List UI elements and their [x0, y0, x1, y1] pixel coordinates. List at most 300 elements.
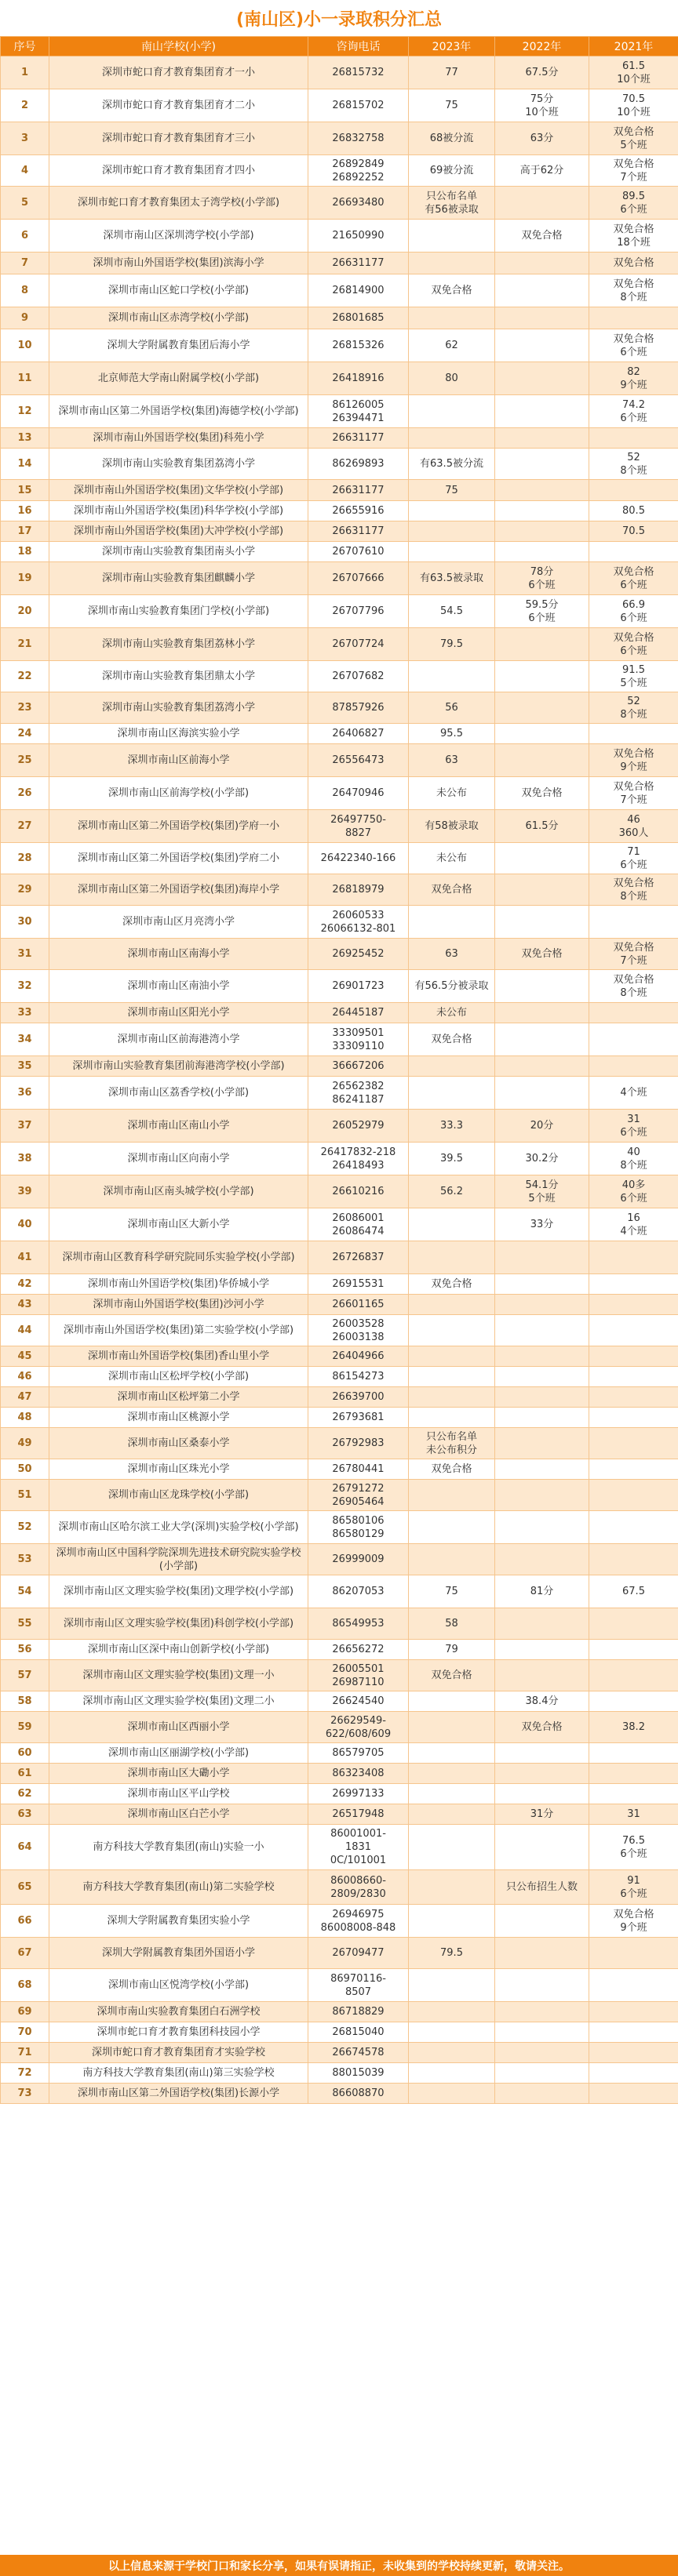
school-name: 深圳市南山外国语学校(集团)滨海小学 [49, 253, 308, 274]
table-row[interactable] [1, 1608, 678, 1640]
row-number: 52 [1, 1511, 49, 1544]
table-row[interactable] [1, 1459, 678, 1480]
score-2022 [495, 1825, 589, 1870]
row-number: 7 [1, 253, 49, 274]
score-2021 [589, 724, 678, 744]
score-2023 [409, 1743, 495, 1764]
score-2021 [589, 1367, 678, 1387]
score-2023 [409, 1712, 495, 1743]
row-number: 42 [1, 1274, 49, 1295]
score-2022 [495, 1077, 589, 1110]
score-2021 [589, 1511, 678, 1544]
table-row[interactable] [1, 1905, 678, 1938]
phone-number: 26422340-166 [308, 843, 409, 874]
table-row[interactable] [1, 1003, 678, 1023]
score-2023: 未公布 [409, 1003, 495, 1023]
score-2021: 双免合格 7个班 [589, 939, 678, 970]
table-row[interactable] [1, 2002, 678, 2022]
table-row[interactable] [1, 1315, 678, 1346]
table-row[interactable] [1, 307, 678, 329]
table-row[interactable] [1, 874, 678, 906]
phone-number: 26601165 [308, 1295, 409, 1315]
table-row[interactable] [1, 449, 678, 480]
score-2023 [409, 1784, 495, 1804]
score-2023 [409, 1208, 495, 1241]
table-row[interactable] [1, 1110, 678, 1143]
score-2022 [495, 2002, 589, 2022]
school-name: 深圳市南山区阳光小学 [49, 1003, 308, 1023]
score-2021 [589, 1428, 678, 1459]
table-row[interactable] [1, 1660, 678, 1691]
score-2022 [495, 428, 589, 449]
table-row[interactable] [1, 1143, 678, 1175]
phone-number: 26562382 86241187 [308, 1077, 409, 1110]
score-2021 [589, 1056, 678, 1077]
row-number: 66 [1, 1905, 49, 1938]
table-row[interactable] [1, 1346, 678, 1367]
phone-number: 26052979 [308, 1110, 409, 1143]
score-2023: 54.5 [409, 595, 495, 628]
row-number: 1 [1, 56, 49, 89]
score-2022 [495, 542, 589, 562]
school-name: 深圳市南山区第二外国语学校(集团)海岸小学 [49, 874, 308, 906]
score-2022: 双免合格 [495, 1712, 589, 1743]
phone-number: 26707682 [308, 661, 409, 692]
row-number: 29 [1, 874, 49, 906]
table-row[interactable] [1, 562, 678, 595]
phone-number: 86001001- 1831 0C/101001 [308, 1825, 409, 1870]
phone-number: 26406827 [308, 724, 409, 744]
score-2022 [495, 521, 589, 542]
score-2023: 79 [409, 1640, 495, 1660]
table-row[interactable] [1, 595, 678, 628]
phone-number: 26497750- 8827 [308, 810, 409, 843]
phone-number: 26832758 [308, 122, 409, 155]
score-2023 [409, 1905, 495, 1938]
phone-number: 26801685 [308, 307, 409, 329]
row-number: 6 [1, 220, 49, 253]
table-row[interactable] [1, 1208, 678, 1241]
score-2023 [409, 1367, 495, 1387]
table-row[interactable] [1, 1804, 678, 1825]
table-row[interactable] [1, 155, 678, 187]
school-name: 深圳市南山区南山小学 [49, 1110, 308, 1143]
table-row[interactable] [1, 187, 678, 220]
table-row[interactable] [1, 428, 678, 449]
col-header-no[interactable]: 序号 [1, 37, 49, 56]
score-2021 [589, 1660, 678, 1691]
table-row[interactable] [1, 122, 678, 155]
score-2023: 80 [409, 362, 495, 395]
phone-number: 26707724 [308, 628, 409, 661]
table-row[interactable] [1, 1367, 678, 1387]
row-number: 65 [1, 1870, 49, 1905]
table-row[interactable] [1, 1870, 678, 1905]
table-row[interactable] [1, 1544, 678, 1575]
score-2021 [589, 1459, 678, 1480]
score-2021: 双免合格 5个班 [589, 122, 678, 155]
score-2021 [589, 1969, 678, 2002]
score-2023: 未公布 [409, 843, 495, 874]
table-row[interactable] [1, 395, 678, 428]
table-row[interactable] [1, 1825, 678, 1870]
school-name: 深圳市南山实验教育集团麒麟小学 [49, 562, 308, 595]
score-2022 [495, 449, 589, 480]
score-2022: 31分 [495, 1804, 589, 1825]
phone-number: 26915531 [308, 1274, 409, 1295]
table-row[interactable] [1, 970, 678, 1003]
table-row[interactable] [1, 1175, 678, 1208]
row-number: 63 [1, 1804, 49, 1825]
table-row[interactable] [1, 939, 678, 970]
score-2023: 75 [409, 1575, 495, 1608]
phone-number: 26815326 [308, 329, 409, 362]
score-2022 [495, 1660, 589, 1691]
table-row[interactable] [1, 628, 678, 661]
table-row[interactable] [1, 1241, 678, 1274]
phone-number: 26693480 [308, 187, 409, 220]
table-row[interactable] [1, 724, 678, 744]
score-2021: 31 6个班 [589, 1110, 678, 1143]
score-2023 [409, 661, 495, 692]
row-number: 19 [1, 562, 49, 595]
row-number: 62 [1, 1784, 49, 1804]
col-header-school[interactable]: 南山学校(小学) [49, 37, 308, 56]
row-number: 28 [1, 843, 49, 874]
row-number: 26 [1, 777, 49, 810]
table-row[interactable] [1, 1295, 678, 1315]
score-2023 [409, 1825, 495, 1870]
school-name: 深圳市南山外国语学校(集团)第二实验学校(小学部) [49, 1315, 308, 1346]
score-2022: 54.1分 5个班 [495, 1175, 589, 1208]
school-name: 深圳市南山外国语学校(集团)大冲学校(小学部) [49, 521, 308, 542]
col-header-2022[interactable]: 2022年 [495, 37, 589, 56]
row-number: 31 [1, 939, 49, 970]
school-name: 深圳市南山区桑泰小学 [49, 1428, 308, 1459]
table-row[interactable] [1, 1784, 678, 1804]
row-number: 14 [1, 449, 49, 480]
phone-number: 86207053 [308, 1575, 409, 1608]
table-row[interactable] [1, 1387, 678, 1408]
score-2023 [409, 1387, 495, 1408]
row-number: 30 [1, 906, 49, 939]
col-header-2021[interactable]: 2021年 [589, 37, 678, 56]
phone-number: 26624540 [308, 1691, 409, 1712]
school-name: 深圳市南山区前海小学 [49, 744, 308, 777]
table-row[interactable] [1, 1743, 678, 1764]
table-row[interactable] [1, 220, 678, 253]
score-2021: 91.5 5个班 [589, 661, 678, 692]
phone-number: 26610216 [308, 1175, 409, 1208]
row-number: 34 [1, 1023, 49, 1056]
school-name: 深圳市南山区龙珠学校(小学部) [49, 1480, 308, 1511]
phone-number: 86579705 [308, 1743, 409, 1764]
score-2022 [495, 1315, 589, 1346]
score-2022 [495, 187, 589, 220]
score-2023 [409, 1295, 495, 1315]
page-title: (南山区)小一录取积分汇总 [0, 0, 678, 36]
table-row[interactable] [1, 1408, 678, 1428]
phone-number: 86323408 [308, 1764, 409, 1784]
score-2022 [495, 1274, 589, 1295]
col-header-2023[interactable]: 2023年 [409, 37, 495, 56]
score-2021 [589, 1743, 678, 1764]
score-2022 [495, 2084, 589, 2104]
school-name: 深圳市南山外国语学校(集团)华侨城小学 [49, 1274, 308, 1295]
score-2023: 58 [409, 1608, 495, 1640]
row-number: 47 [1, 1387, 49, 1408]
school-name: 深圳市南山区大新小学 [49, 1208, 308, 1241]
score-2022 [495, 1056, 589, 1077]
school-name: 深圳市南山外国语学校(集团)香山里小学 [49, 1346, 308, 1367]
row-number: 57 [1, 1660, 49, 1691]
score-2021: 61.5 10个班 [589, 56, 678, 89]
table-row[interactable] [1, 362, 678, 395]
score-2021: 52 8个班 [589, 692, 678, 724]
table-row[interactable] [1, 1480, 678, 1511]
score-2023: 未公布 [409, 777, 495, 810]
score-2022 [495, 1295, 589, 1315]
table-row[interactable] [1, 253, 678, 274]
row-number: 51 [1, 1480, 49, 1511]
school-name: 深圳市南山区第二外国语学校(集团)学府一小 [49, 810, 308, 843]
table-row[interactable] [1, 2022, 678, 2043]
table-row[interactable] [1, 1640, 678, 1660]
table-row[interactable] [1, 2084, 678, 2104]
school-name: 深圳市南山区白芒小学 [49, 1804, 308, 1825]
score-2023: 39.5 [409, 1143, 495, 1175]
score-2022: 双免合格 [495, 220, 589, 253]
phone-number: 21650990 [308, 220, 409, 253]
school-name: 深圳市南山区文理实验学校(集团)文理学校(小学部) [49, 1575, 308, 1608]
phone-number: 26709477 [308, 1938, 409, 1969]
score-2023 [409, 1804, 495, 1825]
score-2021 [589, 1691, 678, 1712]
score-2022: 30.2分 [495, 1143, 589, 1175]
table-row[interactable] [1, 274, 678, 307]
phone-number: 86154273 [308, 1367, 409, 1387]
table-row[interactable] [1, 1056, 678, 1077]
school-name: 深圳市南山区文理实验学校(集团)文理二小 [49, 1691, 308, 1712]
phone-number: 26892849 26892252 [308, 155, 409, 187]
table-row[interactable] [1, 480, 678, 501]
score-2023 [409, 2022, 495, 2043]
table-row[interactable] [1, 1691, 678, 1712]
school-name: 深圳市南山实验教育集团白石洲学校 [49, 2002, 308, 2022]
row-number: 8 [1, 274, 49, 307]
row-number: 61 [1, 1764, 49, 1784]
score-2021: 38.2 [589, 1712, 678, 1743]
table-row[interactable] [1, 1969, 678, 2002]
table-row[interactable] [1, 501, 678, 521]
school-name: 深圳市南山区南海小学 [49, 939, 308, 970]
table-row[interactable] [1, 843, 678, 874]
score-2021: 双免合格 18个班 [589, 220, 678, 253]
school-name: 深圳市南山区向南小学 [49, 1143, 308, 1175]
school-name: 深圳市南山区教育科学研究院同乐实验学校(小学部) [49, 1241, 308, 1274]
score-2021 [589, 2002, 678, 2022]
phone-number: 26470946 [308, 777, 409, 810]
school-name: 深圳市蛇口育才教育集团太子湾学校(小学部) [49, 187, 308, 220]
phone-number: 26005501 26987110 [308, 1660, 409, 1691]
phone-number: 26631177 [308, 428, 409, 449]
phone-number: 26780441 [308, 1459, 409, 1480]
phone-number: 26556473 [308, 744, 409, 777]
score-2023: 只公布名单 有56被录取 [409, 187, 495, 220]
score-2021: 31 [589, 1804, 678, 1825]
phone-number: 26791272 26905464 [308, 1480, 409, 1511]
score-2023: 75 [409, 89, 495, 122]
school-name: 深圳市南山区平山学校 [49, 1784, 308, 1804]
row-number: 41 [1, 1241, 49, 1274]
score-2021: 80.5 [589, 501, 678, 521]
score-2022 [495, 1764, 589, 1784]
table-row[interactable] [1, 1428, 678, 1459]
table-row[interactable] [1, 521, 678, 542]
phone-number: 33309501 33309110 [308, 1023, 409, 1056]
table-row[interactable] [1, 1023, 678, 1056]
table-row[interactable] [1, 1938, 678, 1969]
score-2023: 只公布名单 未公布积分 [409, 1428, 495, 1459]
score-2022 [495, 970, 589, 1003]
school-name: 深圳市南山区赤湾学校(小学部) [49, 307, 308, 329]
score-2022 [495, 1784, 589, 1804]
school-name: 深圳市南山区前海学校(小学部) [49, 777, 308, 810]
score-2022 [495, 692, 589, 724]
row-number: 37 [1, 1110, 49, 1143]
score-2023 [409, 2043, 495, 2063]
score-2023 [409, 428, 495, 449]
table-row[interactable] [1, 1511, 678, 1544]
score-2022 [495, 1408, 589, 1428]
table-row[interactable] [1, 2063, 678, 2084]
school-name: 深圳市蛇口育才教育集团育才一小 [49, 56, 308, 89]
table-row[interactable] [1, 906, 678, 939]
score-2022 [495, 628, 589, 661]
score-2022: 67.5分 [495, 56, 589, 89]
score-2022 [495, 1743, 589, 1764]
table-row[interactable] [1, 542, 678, 562]
score-2022 [495, 906, 589, 939]
row-number: 13 [1, 428, 49, 449]
score-2021 [589, 906, 678, 939]
row-number: 58 [1, 1691, 49, 1712]
score-2022: 78分 6个班 [495, 562, 589, 595]
table-row[interactable] [1, 661, 678, 692]
school-name: 深圳市南山区第二外国语学校(集团)学府二小 [49, 843, 308, 874]
score-2022 [495, 874, 589, 906]
table-row[interactable] [1, 1575, 678, 1608]
phone-number: 36667206 [308, 1056, 409, 1077]
table-row[interactable] [1, 692, 678, 724]
school-name: 南方科技大学教育集团(南山)实验一小 [49, 1825, 308, 1870]
phone-number: 26999009 [308, 1544, 409, 1575]
table-row[interactable] [1, 744, 678, 777]
phone-number: 26707666 [308, 562, 409, 595]
phone-number: 26946975 86008008-848 [308, 1905, 409, 1938]
phone-number: 88015039 [308, 2063, 409, 2084]
school-name: 深圳市南山区荔香学校(小学部) [49, 1077, 308, 1110]
score-2023: 79.5 [409, 1938, 495, 1969]
score-2021 [589, 480, 678, 501]
score-2021 [589, 1640, 678, 1660]
phone-number: 26814900 [308, 274, 409, 307]
score-2022 [495, 1905, 589, 1938]
school-name: 深圳市南山区第二外国语学校(集团)海德学校(小学部) [49, 395, 308, 428]
score-2022 [495, 1544, 589, 1575]
score-2023 [409, 1511, 495, 1544]
score-2022 [495, 395, 589, 428]
row-number: 49 [1, 1428, 49, 1459]
score-2022 [495, 480, 589, 501]
phone-number: 26707796 [308, 595, 409, 628]
row-number: 67 [1, 1938, 49, 1969]
score-2022 [495, 1969, 589, 2002]
phone-number: 86269893 [308, 449, 409, 480]
table-row[interactable] [1, 1274, 678, 1295]
phone-number: 26815702 [308, 89, 409, 122]
phone-number: 26997133 [308, 1784, 409, 1804]
row-number: 54 [1, 1575, 49, 1608]
table-row[interactable] [1, 56, 678, 89]
table-row[interactable] [1, 1764, 678, 1784]
score-2023 [409, 307, 495, 329]
score-2023 [409, 2084, 495, 2104]
score-2021: 双免合格 9个班 [589, 1905, 678, 1938]
table-row[interactable] [1, 777, 678, 810]
score-2022: 双免合格 [495, 939, 589, 970]
score-2022 [495, 501, 589, 521]
row-number: 11 [1, 362, 49, 395]
table-row[interactable] [1, 2043, 678, 2063]
row-number: 38 [1, 1143, 49, 1175]
table-row[interactable] [1, 89, 678, 122]
school-name: 深圳市南山实验教育集团荔湾小学 [49, 692, 308, 724]
school-name: 深圳市南山区大磡小学 [49, 1764, 308, 1784]
row-number: 39 [1, 1175, 49, 1208]
score-2021: 双免合格 8个班 [589, 970, 678, 1003]
score-2022 [495, 362, 589, 395]
score-2023: 有56.5分被录取 [409, 970, 495, 1003]
score-2022 [495, 1241, 589, 1274]
row-number: 3 [1, 122, 49, 155]
table-row[interactable] [1, 810, 678, 843]
school-name: 深圳市南山外国语学校(集团)文华学校(小学部) [49, 480, 308, 501]
score-2021: 双免合格 8个班 [589, 274, 678, 307]
phone-number: 86008660- 2809/2830 [308, 1870, 409, 1905]
phone-number: 26445187 [308, 1003, 409, 1023]
school-name: 深圳市南山外国语学校(集团)科华学校(小学部) [49, 501, 308, 521]
score-2022 [495, 843, 589, 874]
school-name: 深圳市南山区珠光小学 [49, 1459, 308, 1480]
school-name: 深圳大学附属教育集团外国语小学 [49, 1938, 308, 1969]
score-2023 [409, 1691, 495, 1712]
score-2021 [589, 1346, 678, 1367]
table-row[interactable] [1, 1712, 678, 1743]
col-header-phone[interactable]: 咨询电话 [308, 37, 409, 56]
table-row[interactable] [1, 329, 678, 362]
school-name: 深圳市南山区西丽小学 [49, 1712, 308, 1743]
school-name: 深圳大学附属教育集团后海小学 [49, 329, 308, 362]
school-name: 深圳市南山区南油小学 [49, 970, 308, 1003]
score-2022 [495, 1387, 589, 1408]
score-2023: 63 [409, 939, 495, 970]
score-2022 [495, 1511, 589, 1544]
phone-number: 26517948 [308, 1804, 409, 1825]
row-number: 45 [1, 1346, 49, 1367]
row-number: 15 [1, 480, 49, 501]
table-row[interactable] [1, 1077, 678, 1110]
